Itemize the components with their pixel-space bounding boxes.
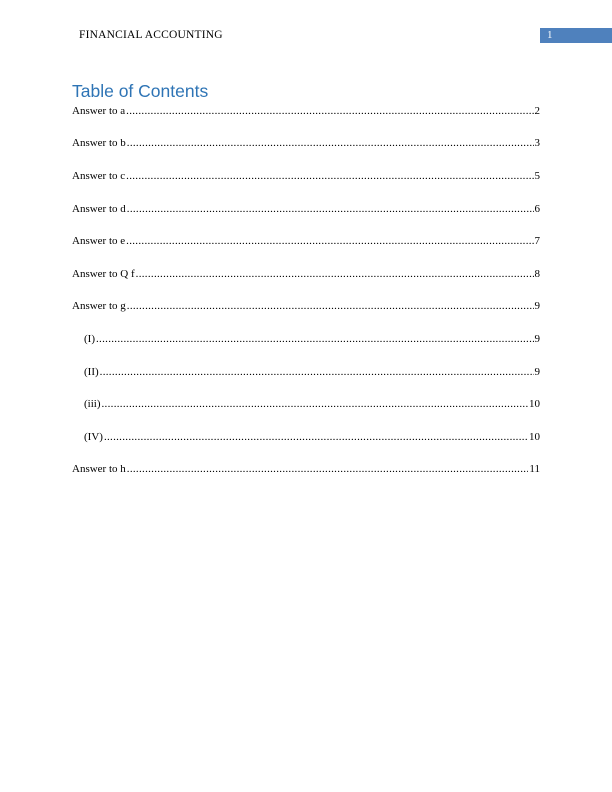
toc-entry-page: 9 [534, 333, 540, 345]
toc-entry-label: Answer to h [72, 463, 126, 475]
toc-entry-label: (IV) [84, 431, 103, 443]
toc-entry-g-iii[interactable] [84, 397, 540, 412]
toc-entry-label: Answer to a [72, 105, 126, 117]
toc-entry-page: 9 [534, 300, 540, 312]
toc-entry-label: (iii) [84, 398, 101, 410]
toc-dot-leader [127, 136, 534, 151]
toc-dot-leader [127, 299, 534, 314]
toc-entry-g-iv[interactable] [84, 430, 540, 445]
toc-entry-page: 11 [529, 463, 540, 475]
toc-dot-leader [127, 202, 534, 217]
toc-dot-leader [100, 365, 534, 380]
toc-heading: Table of Contents [72, 81, 209, 101]
toc-entry-answer-h[interactable] [72, 462, 540, 477]
toc-dot-leader [136, 267, 534, 282]
toc-entry-answer-e[interactable] [72, 234, 540, 249]
toc-entry-label: (II) [84, 366, 99, 378]
toc-entry-page: 10 [529, 398, 540, 410]
toc-entry-answer-a[interactable] [72, 104, 540, 119]
toc-dot-leader [102, 397, 529, 412]
header-title: FINANCIAL ACCOUNTING [79, 29, 223, 41]
toc-entry-label: Answer to c [72, 170, 126, 182]
toc-dot-leader [126, 169, 533, 184]
toc-entry-label: Answer to b [72, 137, 126, 149]
toc-entry-g-ii[interactable] [84, 365, 540, 380]
toc-entry-label: (I) [84, 333, 95, 345]
toc-entry-page: 2 [534, 105, 540, 117]
toc-entry-answer-q-f[interactable] [72, 267, 540, 282]
toc-entry-g-i[interactable] [84, 332, 540, 347]
toc-entry-page: 8 [534, 268, 540, 280]
toc-entry-page: 3 [534, 137, 540, 149]
toc-dot-leader [96, 332, 534, 347]
toc-entry-page: 9 [534, 366, 540, 378]
toc-dot-leader [126, 234, 533, 249]
toc-entry-answer-g[interactable] [72, 299, 540, 314]
page-number-box [540, 28, 612, 43]
toc-entry-answer-c[interactable] [72, 169, 540, 184]
toc-entry-label: Answer to g [72, 300, 126, 312]
toc-entry-page: 5 [534, 170, 540, 182]
toc-entry-answer-b[interactable] [72, 136, 540, 151]
toc-entry-answer-d[interactable] [72, 202, 540, 217]
toc-dot-leader [127, 462, 529, 477]
toc-entry-label: Answer to d [72, 203, 126, 215]
toc-entry-page: 6 [534, 203, 540, 215]
toc-entry-page: 10 [529, 431, 540, 443]
page-number: 1 [547, 29, 553, 41]
toc-entry-label: Answer to e [72, 235, 126, 247]
toc-entry-label: Answer to Q f [72, 268, 135, 280]
toc-dot-leader [126, 104, 533, 119]
toc-dot-leader [104, 430, 528, 445]
toc-entry-page: 7 [534, 235, 540, 247]
